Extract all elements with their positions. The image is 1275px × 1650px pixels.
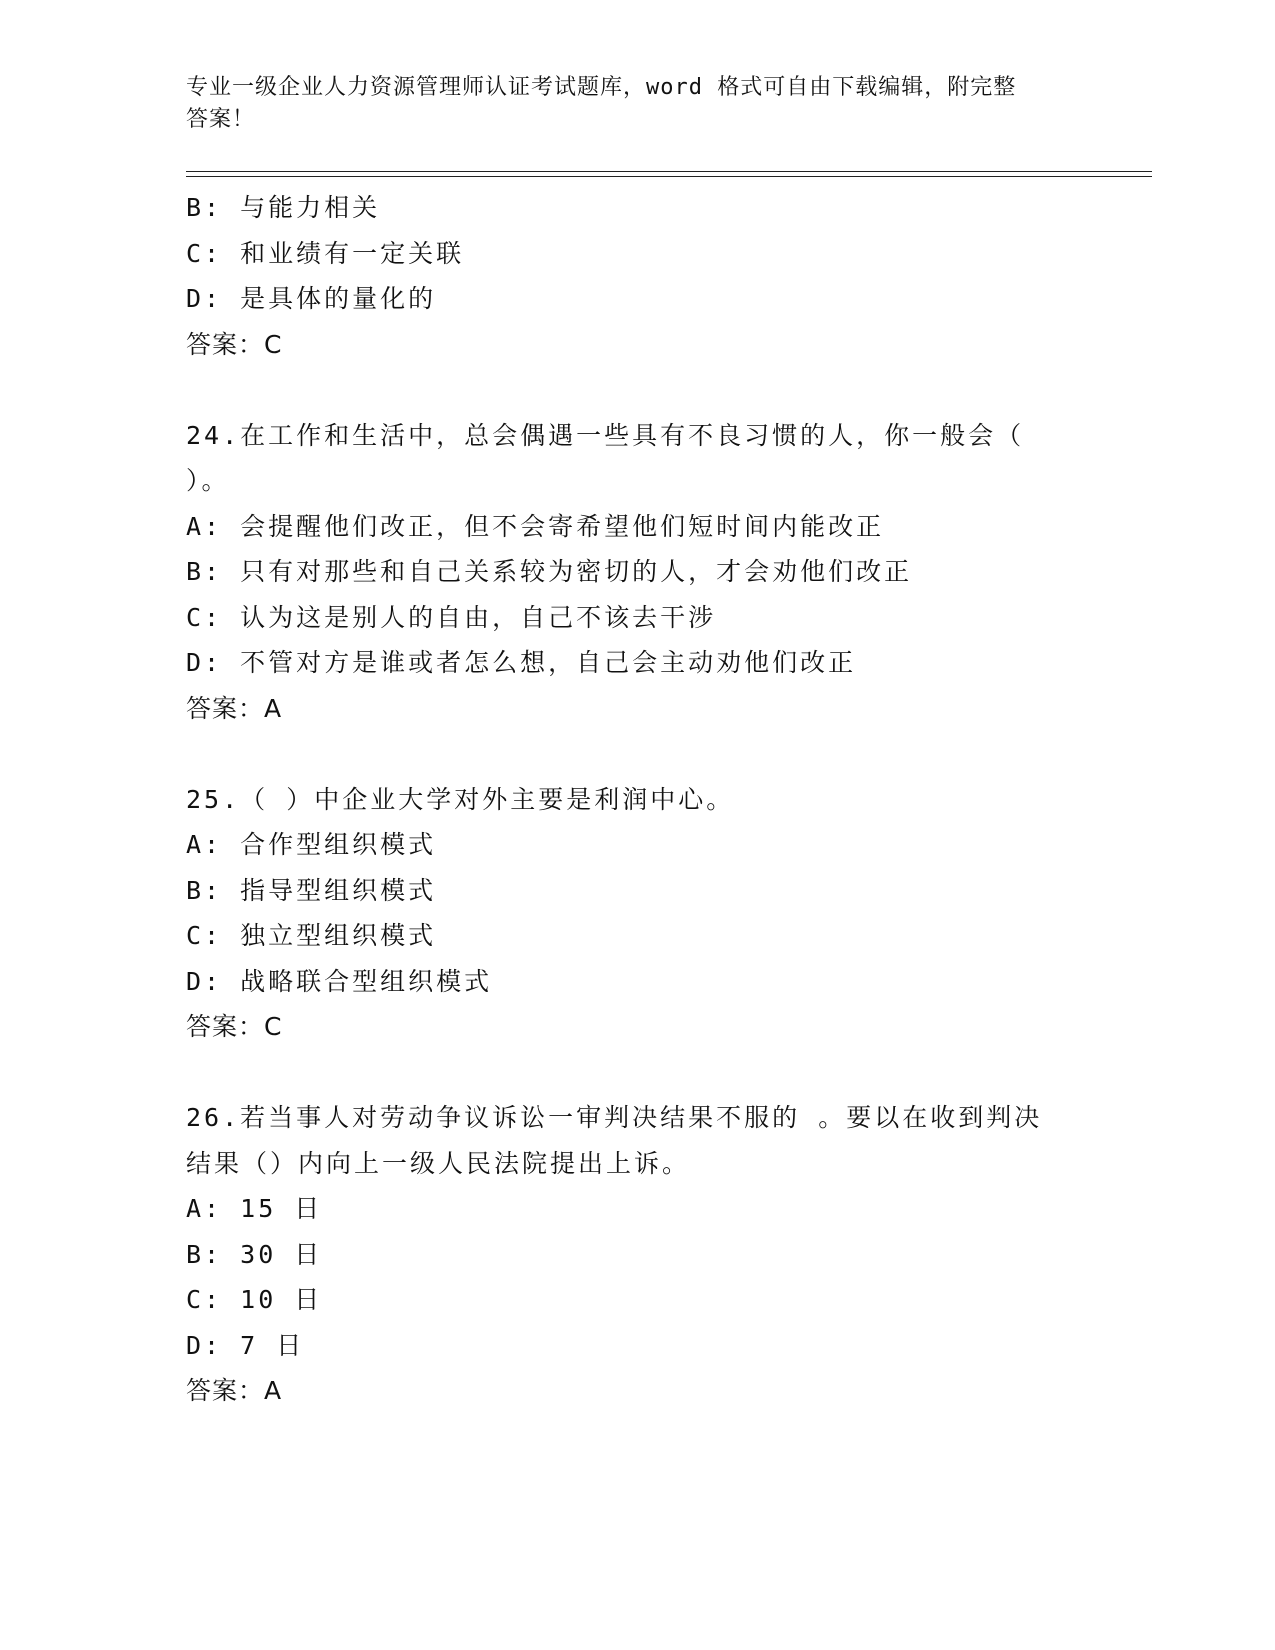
question-24 xyxy=(186,413,1146,732)
spacer xyxy=(186,367,1146,413)
question-stem: 25.（ ）中企业大学对外主要是利润中心。 xyxy=(186,784,735,814)
document-header xyxy=(186,72,1086,136)
option-c: C: 独立型组织模式 xyxy=(186,921,437,950)
option-d: D: 是具体的量化的 xyxy=(186,284,437,313)
spacer xyxy=(186,1050,1146,1096)
option-b: B: 指导型组织模式 xyxy=(186,875,437,905)
option-d: D: 不管对方是谁或者怎么想，自己会主动劝他们改正 xyxy=(186,648,857,677)
question-25 xyxy=(186,777,1146,1050)
option-c: C: 和业绩有一定关联 xyxy=(186,238,465,268)
spacer xyxy=(186,731,1146,777)
option-c: C: 10 日 xyxy=(186,1285,323,1314)
option-b: B: 只有对那些和自己关系较为密切的人，才会劝他们改正 xyxy=(186,557,913,586)
option-b: B: 与能力相关 xyxy=(186,193,381,222)
question-stem-continued: 结果（）内向上一级人民法院提出上诉。 xyxy=(186,1148,691,1178)
question-26 xyxy=(186,1095,1146,1414)
header-divider-top xyxy=(186,171,1152,172)
header-divider-bottom xyxy=(186,176,1152,177)
question-23-partial xyxy=(186,185,1146,367)
option-c: C: 认为这是别人的自由，自己不该去干涉 xyxy=(186,602,717,632)
option-a: A: 会提醒他们改正，但不会寄希望他们短时间内能改正 xyxy=(186,511,885,541)
header-line-2: 答案！ xyxy=(186,107,256,132)
question-list xyxy=(186,185,1146,1414)
option-d: D: 战略联合型组织模式 xyxy=(186,966,493,996)
option-d: D: 7 日 xyxy=(186,1330,305,1360)
question-stem-continued: ）。 xyxy=(186,466,230,495)
option-a: A: 15 日 xyxy=(186,1194,323,1223)
header-line-1: 专业一级企业人力资源管理师认证考试题库，word 格式可自由下载编辑，附完整 xyxy=(186,75,1017,100)
answer: 答案：C xyxy=(186,329,283,359)
option-b: B: 30 日 xyxy=(186,1239,323,1269)
answer: 答案：C xyxy=(186,1012,283,1041)
answer: 答案：A xyxy=(186,1376,283,1405)
question-stem: 26.若当事人对劳动争议诉讼一审判决结果不服的 。要以在收到判决 xyxy=(186,1103,1043,1132)
option-a: A: 合作型组织模式 xyxy=(186,830,437,859)
question-stem: 24.在工作和生活中，总会偶遇一些具有不良习惯的人，你一般会（ xyxy=(186,420,1025,450)
answer: 答案：A xyxy=(186,693,283,723)
